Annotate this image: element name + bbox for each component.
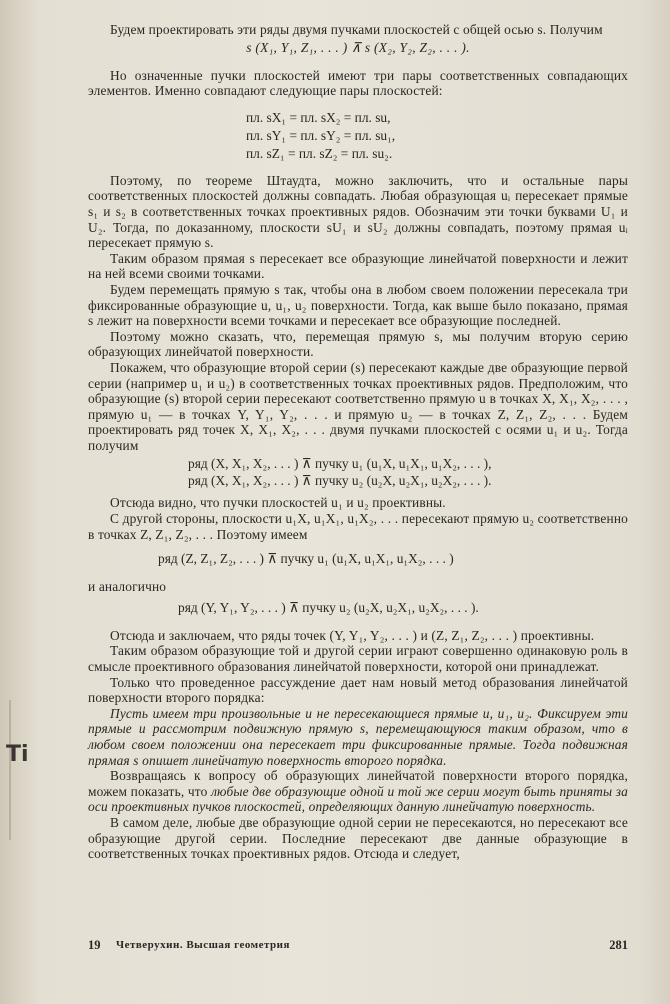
footer-title: Четверухин. Высшая геометрия	[116, 939, 290, 951]
equation-line: пл. sX₁ = пл. sX₂ = пл. su,	[246, 109, 391, 125]
paragraph: С другой стороны, плоскости u₁X, u₁X₁, u₁X₂, . . . пересекают прямую u₂ соответственно в точках Z, Z₁, Z₂, . . . Поэтому имеем	[88, 511, 628, 542]
theorem-paragraph: Пусть имеем три произвольные и не пересекающиеся прямые u, u₁, u₂. Фиксируем эти прямые и рассмотрим подвижную прямую s, перемещающуюся таким образом, что в любом своем положении она пересекает три фиксированные прямые. Тогда подвижная прямая s опишет линейчатую поверхность второго порядка.	[88, 705, 628, 768]
formula: s (X₁, Y₁, Z₁, . . . ) ⊼ s (X₂, Y₂, Z₂, . . . ).	[246, 39, 470, 55]
emphasized-statement: любые две образующие одной и той же серии могут быть приняты за оси проективных пучков плоскостей, определяющих данную линейчатую поверхность.	[88, 783, 629, 815]
paragraph: Будем перемещать прямую s так, чтобы она в любом своем положении пересекала три фиксированные образующие u, u₁, u₂ поверхности. Тогда, как выше было показано, прямая s лежит на поверхности всеми точками и пересекает все образующие последней.	[88, 281, 628, 329]
equation-block	[88, 109, 628, 163]
paragraph: В самом деле, любые две образующие одной серии не пересекаются, но пересекают все образующие другой серии. Последние пересекают две данные образующие в соответственных точках проективных рядов. Отсюда и следует,	[88, 814, 628, 862]
projective-relation: ряд (X, X₁, X₂, . . . ) ⊼ пучку u₁ (u₁X, u₁X₁, u₁X₂, . . . ),	[188, 456, 492, 472]
paragraph: Только что проведенное рассуждение дает нам новый метод образования линейчатой поверхности второго порядка:	[88, 674, 628, 706]
paragraph: Поэтому, по теореме Штаудта, можно заключить, что и остальные пары соответственных плоскостей должны совпадать. Любая образующая uᵢ пересекает прямые s₁ и s₂ в соответственных точках проективных рядов. Обозначим эти точки буквами U₁ и U₂. Тогда, по доказанному, плоскости sU₁ и sU₂ должны совпадать, поэтому прямая uᵢ пересекает прямую s.	[88, 172, 628, 251]
projective-relation: ряд (Z, Z₁, Z₂, . . . ) ⊼ пучку u₁ (u₁X, u₁X₁, u₁X₂, . . . )	[158, 551, 454, 567]
paragraph: и аналогично	[88, 579, 167, 595]
text-column	[88, 22, 628, 862]
paragraph: Будем проектировать эти ряды двумя пучками плоскостей с общей осью s. Получим	[110, 22, 603, 37]
paragraph: Поэтому можно сказать, что, перемещая прямую s, мы получим вторую серию образующих линейчатой поверхности.	[88, 328, 628, 360]
margin-mark: Ti	[6, 742, 29, 767]
projective-relation: ряд (Y, Y₁, Y₂, . . . ) ⊼ пучку u₂ (u₂X, u₂X₁, u₂X₂, . . . ).	[178, 599, 479, 615]
paragraph: Покажем, что образующие второй серии (s) пересекают каждые две образующие первой серии (например u₁ и u₂) в соответственных точках проективных рядов. Предположим, что образующие (s) второй серии пересекают соответственно прямую u в точках X, X₁, X₂, . . . , прямую u₁ — в точках Y, Y₁, Y₂, . . . и прямую u₂ — в точках Z, Z₁, Z₂, . . . Будем проектировать ряд точек X, X₁, X₂, . . . двумя пучками плоскостей с осями u₁ и u₂. Тогда получим	[88, 359, 628, 453]
paragraph-lead: Возвращаясь к вопросу об образующих линейчатой поверхности второго порядка, можем показать, что	[88, 768, 628, 799]
paragraph	[88, 768, 628, 815]
paragraph: Таким образом образующие той и другой серии играют совершенно одинаковую роль в смысле проективного образования линейчатой поверхности, которой они принадлежат.	[88, 643, 628, 675]
projective-relation: ряд (X, X₁, X₂, . . . ) ⊼ пучку u₂ (u₂X, u₂X₁, u₂X₂, . . . ).	[188, 473, 492, 489]
paragraph: Но означенные пучки плоскостей имеют три пары соответственных совпадающих элементов. Именно совпадают следующие пары плоскостей:	[88, 67, 628, 99]
equation-line: пл. sZ₁ = пл. sZ₂ = пл. su₂.	[246, 145, 393, 161]
paragraph: Отсюда видно, что пучки плоскостей u₁ и u₂ проективны.	[110, 495, 446, 511]
signature-mark: 19	[88, 938, 101, 952]
binding-edge	[9, 700, 11, 840]
page-number: 281	[609, 938, 628, 952]
paragraph: Отсюда и заключаем, что ряды точек (Y, Y₁, Y₂, . . . ) и (Z, Z₁, Z₂, . . . ) проективны.	[110, 627, 595, 643]
equation-line: пл. sY₁ = пл. sY₂ = пл. su₁,	[246, 127, 396, 143]
paragraph: Таким образом прямая s пересекает все образующие линейчатой поверхности и лежит на ней всеми своими точками.	[88, 250, 628, 282]
